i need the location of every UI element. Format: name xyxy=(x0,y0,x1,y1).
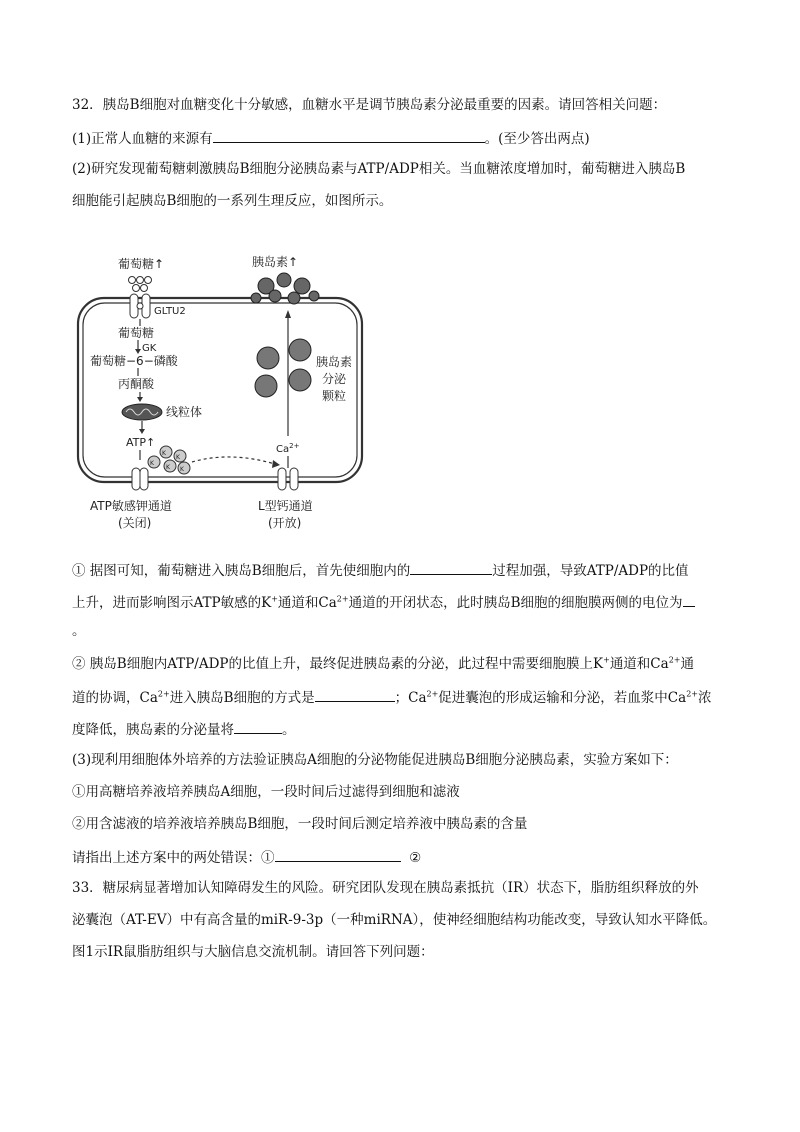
q32-part3-step2: ②用含滤液的培养液培养胰岛B细胞，一段时间后测定培养液中胰岛素的含量 xyxy=(72,816,528,832)
gk-label: GK xyxy=(142,343,157,354)
q32-part3-intro: (3)现利用细胞体外培养的方法验证胰岛A细胞的分泌物能促进胰岛B细胞分泌胰岛素，实验方案如下： xyxy=(72,752,678,768)
q32-sub1-line3: 。 xyxy=(72,623,86,639)
answer-blank-4[interactable] xyxy=(315,687,395,702)
q32-part3-errors: 请指出上述方案中的两处错误：① ② xyxy=(72,847,421,867)
k-ions-icon xyxy=(148,446,190,474)
q33-line2: 泌囊泡（AT-EV）中有高含量的miR-9-3p（一种miRNA），使神经细胞结构功能改变，导致认知水平降低。 xyxy=(72,912,717,928)
katp-state: (关闭) xyxy=(118,516,152,530)
q33-line1: 33．糖尿病显著增加认知障碍发生的风险。研究团队发现在胰岛素抵抗（IR）状态下，脂肪组织释放的外 xyxy=(72,880,699,896)
svg-text:K: K xyxy=(180,466,184,473)
svg-text:K: K xyxy=(176,454,180,461)
insulin-up-label: 胰岛素↑ xyxy=(252,255,299,269)
katp-label: ATP敏感钾通道 xyxy=(90,499,172,513)
q32-sub1-line1: ① 据图可知，葡萄糖进入胰岛B细胞后，首先使细胞内的 过程加强，导致ATP/ADP的比值 xyxy=(72,560,689,580)
q32-part2-line1: (2)研究发现葡萄糖刺激胰岛B细胞分泌胰岛素与ATP/ADP相关。当血糖浓度增加时，葡萄糖进入胰岛B xyxy=(72,161,686,177)
glucose-molecules-icon xyxy=(129,277,152,292)
granule-label-3: 颗粒 xyxy=(322,389,347,403)
answer-blank-2[interactable] xyxy=(410,560,492,575)
q33-line3: 图1示IR鼠脂肪组织与大脑信息交流机制。请回答下列问题： xyxy=(72,944,434,960)
q32-part2-line2: 细胞能引起胰岛B细胞的一系列生理反应，如图所示。 xyxy=(72,193,393,209)
katp-channel-icon xyxy=(132,468,148,490)
granule-label-2: 分泌 xyxy=(322,372,347,386)
glucose-up-label: 葡萄糖↑ xyxy=(118,257,165,271)
answer-blank-1[interactable] xyxy=(213,128,485,143)
q32-part3-step1: ①用高糖培养液培养胰岛A细胞，一段时间后过滤得到细胞和滤液 xyxy=(72,784,460,800)
mitochondrion-label: 线粒体 xyxy=(166,405,203,419)
glucose-label: 葡萄糖 xyxy=(118,326,155,340)
granule-label-1: 胰岛素 xyxy=(316,355,353,369)
answer-blank-5[interactable] xyxy=(234,719,282,734)
q32-intro: 32．胰岛B细胞对血糖变化十分敏感，血糖水平是调节胰岛素分泌最重要的因素。请回答相关问题： xyxy=(72,97,667,113)
secretory-granules-icon xyxy=(255,339,311,397)
q32-sub2-line2: 道的协调，$Ca^{2+}$进入胰岛B细胞的方式是 ；$Ca^{2+}$促进囊泡的形成运输和分泌，若血浆中$Ca^{2+}$浓 xyxy=(72,687,711,707)
l-type-ca-channel-icon xyxy=(278,468,298,490)
pyruvate-label: 丙酮酸 xyxy=(118,377,155,391)
svg-text:K: K xyxy=(166,464,170,471)
q32-sub1-line2: 上升，进而影响图示ATP敏感的K+通道和$Ca^{2+}$通道的开闭状态，此时胰岛B细胞的细胞膜两侧的电位为 xyxy=(72,592,695,612)
svg-text:K: K xyxy=(162,450,166,457)
l-type-state: (开放) xyxy=(268,516,302,530)
islet-b-cell-diagram xyxy=(70,246,370,536)
glut2-label: GLTU2 xyxy=(154,306,186,317)
l-type-label: L型钙通道 xyxy=(258,499,313,513)
answer-blank-3[interactable] xyxy=(683,592,695,607)
svg-text:K: K xyxy=(150,460,154,467)
secreted-insulin-icon xyxy=(251,273,319,304)
q32-sub2-line3: 度降低，胰岛素的分泌量将 。 xyxy=(72,719,296,739)
answer-blank-6[interactable] xyxy=(275,847,401,862)
atp-up-label: ATP↑ xyxy=(126,436,156,449)
q32-sub2-line1: ② 胰岛B细胞内ATP/ADP的比值上升，最终促进胰岛素的分泌，此过程中需要细胞膜上K+通道和$Ca^{2+}$通 xyxy=(72,655,694,672)
q32-part1: (1)正常人血糖的来源有 。(至少答出两点) xyxy=(72,128,590,148)
ca-label: $Ca^{2+}$ xyxy=(276,442,300,455)
mitochondrion-icon xyxy=(122,404,162,420)
g6p-label: 葡萄糖−6−磷酸 xyxy=(90,354,178,368)
